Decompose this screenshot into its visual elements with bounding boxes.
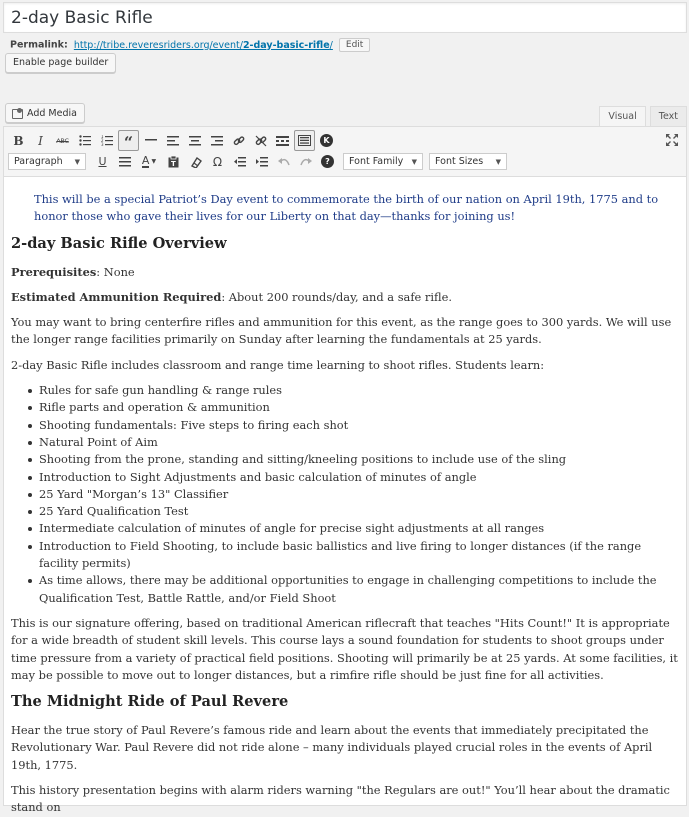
svg-text:T: T xyxy=(171,159,176,168)
text-color-icon[interactable]: A ▼ xyxy=(141,154,157,167)
add-media-button[interactable] xyxy=(5,103,85,123)
permalink-label: Permalink: xyxy=(10,39,68,51)
ammunition-paragraph xyxy=(11,289,679,306)
help-icon[interactable]: ? xyxy=(317,151,338,172)
list-item: Shooting fundamentals: Five steps to firing each shot xyxy=(39,417,679,434)
signature-offering-paragraph: This is our signature offering, based on traditional American riflecraft that teaches "Hits Count!" It is appropriate for a wide breadth of student skill levels. This course lays a sound foundation for students to shoot groups under time pressure from a variety of practical field positions. Shooting will primarily be at 25 yards. At some facilities, it may be possible to move out to longer distances, but a rimfire rifle should be just fine for all activities. xyxy=(11,615,678,682)
special-character-icon[interactable]: Ω xyxy=(212,154,223,169)
horizontal-line-icon[interactable] xyxy=(140,130,161,151)
justify-icon[interactable] xyxy=(114,151,135,172)
list-item: Natural Point of Aim xyxy=(39,434,679,451)
chevron-down-icon: ▼ xyxy=(495,157,501,166)
remove-link-icon[interactable] xyxy=(250,130,271,151)
prerequisites-paragraph xyxy=(11,264,679,281)
editor-toolbar xyxy=(4,127,686,177)
read-more-icon[interactable] xyxy=(272,130,293,151)
font-sizes-value: Font Sizes xyxy=(435,156,484,167)
list-item: Intermediate calculation of minutes of angle for precise sight adjustments at all ranges xyxy=(39,520,679,537)
align-left-icon[interactable] xyxy=(162,130,183,151)
permalink-url[interactable] xyxy=(74,40,333,51)
bold-icon[interactable]: B xyxy=(13,133,24,148)
permalink-url-base: http://tribe.reveresriders.org/event/ xyxy=(73,39,243,51)
overview-heading: 2-day Basic Rifle Overview xyxy=(11,234,227,252)
insert-link-icon[interactable] xyxy=(228,130,249,151)
toolbar-toggle-icon[interactable] xyxy=(294,130,315,151)
format-select[interactable] xyxy=(8,153,86,170)
svg-text:2: 2 xyxy=(100,138,104,143)
strikethrough-icon[interactable]: ABC xyxy=(56,136,69,145)
format-select-value: Paragraph xyxy=(14,156,63,167)
tab-visual[interactable]: Visual xyxy=(599,106,645,127)
permalink-url-end: / xyxy=(329,39,333,51)
list-item: Rifle parts and operation & ammunition xyxy=(39,399,679,416)
editor xyxy=(3,126,687,815)
italic-icon[interactable]: I xyxy=(38,133,43,148)
font-family-select[interactable] xyxy=(343,153,423,170)
centerfire-paragraph: You may want to bring centerfire rifles and ammunition for this event, as the range goes to 300 yards. We will use the longer range facilities primarily on Sunday after learning the fundamentals at 25 yards. xyxy=(11,315,672,347)
bulleted-list-icon[interactable] xyxy=(74,130,95,151)
font-family-value: Font Family xyxy=(349,156,404,167)
undo-icon[interactable] xyxy=(273,151,294,172)
students-learn-paragraph: 2-day Basic Rifle includes classroom and range time learning to shoot rifles. Students learn: xyxy=(11,357,545,372)
list-item: As time allows, there may be additional opportunities to engage in challenging competitions to include the Qualification Test, Battle Rattle, and/or Field Shoot xyxy=(39,572,679,607)
clear-formatting-icon[interactable] xyxy=(185,151,206,172)
edit-permalink-button[interactable]: Edit xyxy=(339,38,370,52)
history-presentation-paragraph: This history presentation begins with alarm riders warning "the Regulars are out!" You’ll hear about the dramatic stand on xyxy=(11,783,670,815)
list-item: Introduction to Field Shooting, to include basic ballistics and live firing to longer distances (if the range facility permits) xyxy=(39,538,679,573)
list-item: Shooting from the prone, standing and sitting/kneeling positions to include use of the sling xyxy=(39,451,679,468)
editor-tabs xyxy=(599,106,687,127)
midnight-ride-heading: The Midnight Ride of Paul Revere xyxy=(11,693,289,711)
chevron-down-icon: ▼ xyxy=(74,157,80,166)
chevron-down-icon: ▼ xyxy=(411,157,417,166)
list-item: Rules for safe gun handling & range rules xyxy=(39,382,679,399)
align-center-icon[interactable] xyxy=(184,130,205,151)
permalink-row xyxy=(10,38,370,52)
post-title-input[interactable] xyxy=(3,2,687,33)
outdent-icon[interactable] xyxy=(229,151,250,172)
indent-icon[interactable] xyxy=(251,151,272,172)
list-item: Introduction to Sight Adjustments and basic calculation of minutes of angle xyxy=(39,469,679,486)
ammunition-label: Estimated Ammunition Required xyxy=(11,289,222,304)
enable-page-builder-button[interactable]: Enable page builder xyxy=(5,53,116,73)
prerequisites-value: : None xyxy=(96,264,135,279)
editor-content[interactable] xyxy=(4,177,686,817)
plugin-k-icon[interactable]: K xyxy=(316,130,337,151)
add-media-label: Add Media xyxy=(27,107,77,119)
underline-icon[interactable]: U xyxy=(98,155,107,168)
intro-quote: This will be a special Patriot’s Day event to commemorate the birth of our nation on April 19th, 1775 and to honor those who gave their lives for our Liberty on that day—thanks for joining us! xyxy=(34,192,659,224)
learning-list xyxy=(39,382,679,607)
ammunition-value: : About 200 rounds/day, and a safe rifle. xyxy=(221,289,452,304)
align-right-icon[interactable] xyxy=(206,130,227,151)
svg-text:3: 3 xyxy=(100,142,104,146)
permalink-url-slug: 2-day-basic-rifle xyxy=(242,39,330,51)
media-icon xyxy=(12,108,23,118)
redo-icon[interactable] xyxy=(295,151,316,172)
list-item: 25 Yard "Morgan’s 13" Classifier xyxy=(39,486,679,503)
fullscreen-icon[interactable] xyxy=(664,132,680,148)
revere-story-paragraph: Hear the true story of Paul Revere’s famous ride and learn about the events that immediately precipitated the Revolutionary War. Paul Revere did not ride alone – many individuals played crucial roles in the events of April 19th, 1775. xyxy=(11,723,653,772)
numbered-list-icon[interactable] xyxy=(96,130,117,151)
paste-text-icon[interactable] xyxy=(163,151,184,172)
tab-text[interactable]: Text xyxy=(650,106,687,127)
list-item: 25 Yard Qualification Test xyxy=(39,503,679,520)
svg-text:1: 1 xyxy=(100,135,104,139)
blockquote-icon[interactable]: “ xyxy=(118,130,139,151)
prerequisites-label: Prerequisites xyxy=(11,264,97,279)
font-sizes-select[interactable] xyxy=(429,153,507,170)
